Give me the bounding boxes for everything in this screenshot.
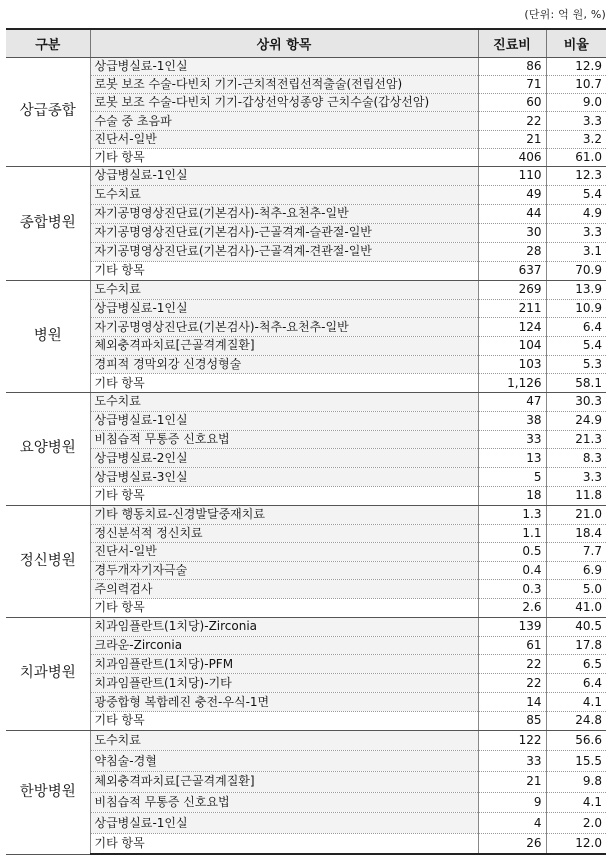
ratio-cell: 61.0 <box>546 148 606 166</box>
ratio-cell: 56.6 <box>546 730 606 751</box>
item-cell: 자기공명영상진단료(기본검사)-근골격계-견관절-일반 <box>90 242 478 261</box>
header-cost: 진료비 <box>478 29 546 58</box>
ratio-cell: 12.3 <box>546 166 606 185</box>
cost-cell: 269 <box>478 280 546 299</box>
cost-cell: 49 <box>478 185 546 204</box>
table-row <box>6 185 606 204</box>
item-cell: 자기공명영상진단료(기본검사)-근골격계-슬관절-일반 <box>90 223 478 242</box>
item-cell: 치과임플란트(1치당)-PFM <box>90 655 478 674</box>
table-row <box>6 449 606 468</box>
table-row <box>6 374 606 393</box>
table-row <box>6 148 606 166</box>
ratio-cell: 12.0 <box>546 834 606 855</box>
ratio-cell: 3.1 <box>546 242 606 261</box>
table-row <box>6 204 606 223</box>
cost-cell: 4 <box>478 813 546 834</box>
item-cell: 약침술-경혈 <box>90 751 478 772</box>
ratio-cell: 4.9 <box>546 204 606 223</box>
cost-cell: 211 <box>478 299 546 318</box>
ratio-cell: 21.0 <box>546 505 606 524</box>
item-cell: 상급병실료-1인실 <box>90 58 478 76</box>
cost-cell: 21 <box>478 772 546 793</box>
table-row <box>6 813 606 834</box>
cost-cell: 139 <box>478 617 546 636</box>
cost-cell: 18 <box>478 487 546 506</box>
table-row <box>6 487 606 506</box>
ratio-cell: 4.1 <box>546 693 606 712</box>
item-cell: 상급병실료-1인실 <box>90 166 478 185</box>
header-category: 구분 <box>6 29 90 58</box>
cost-cell: 124 <box>478 318 546 337</box>
category-cell: 치과병원 <box>6 617 90 730</box>
table-row <box>6 505 606 524</box>
cost-cell: 47 <box>478 392 546 411</box>
cost-cell: 38 <box>478 411 546 430</box>
cost-cell: 33 <box>478 751 546 772</box>
item-cell: 상급병실료-3인실 <box>90 468 478 487</box>
table-row <box>6 280 606 299</box>
cost-cell: 28 <box>478 242 546 261</box>
item-cell: 기타 항목 <box>90 487 478 506</box>
item-cell: 광중합형 복합레진 충전-우식-1면 <box>90 693 478 712</box>
table-row <box>6 411 606 430</box>
cost-cell: 5 <box>478 468 546 487</box>
item-cell: 기타 항목 <box>90 711 478 730</box>
category-cell: 요양병원 <box>6 392 90 505</box>
ratio-cell: 5.0 <box>546 580 606 599</box>
ratio-cell: 6.4 <box>546 674 606 693</box>
ratio-cell: 15.5 <box>546 751 606 772</box>
item-cell: 기타 항목 <box>90 148 478 166</box>
table-row <box>6 834 606 855</box>
item-cell: 상급병실료-1인실 <box>90 299 478 318</box>
item-cell: 경피적 경막외강 신경성형술 <box>90 355 478 374</box>
cost-table <box>6 28 606 855</box>
unit-note: (단위: 억 원, %) <box>524 8 606 21</box>
cost-cell: 44 <box>478 204 546 223</box>
table-row <box>6 655 606 674</box>
cost-cell: 22 <box>478 674 546 693</box>
item-cell: 진단서-일반 <box>90 130 478 148</box>
table-row <box>6 524 606 543</box>
cost-cell: 110 <box>478 166 546 185</box>
item-cell: 도수치료 <box>90 280 478 299</box>
item-cell: 도수치료 <box>90 185 478 204</box>
item-cell: 크라운-Zirconia <box>90 636 478 655</box>
item-cell: 경두개자기자극술 <box>90 561 478 580</box>
table-row <box>6 599 606 618</box>
item-cell: 체외충격파치료[근골격계질환] <box>90 772 478 793</box>
table-row <box>6 468 606 487</box>
ratio-cell: 6.5 <box>546 655 606 674</box>
ratio-cell: 9.8 <box>546 772 606 793</box>
item-cell: 자기공명영상진단료(기본검사)-척추-요천추-일반 <box>90 204 478 223</box>
cost-cell: 0.3 <box>478 580 546 599</box>
item-cell: 기타 항목 <box>90 261 478 280</box>
table-row <box>6 242 606 261</box>
ratio-cell: 6.9 <box>546 561 606 580</box>
table-row <box>6 751 606 772</box>
table-row <box>6 772 606 793</box>
item-cell: 수술 중 초음파 <box>90 112 478 130</box>
ratio-cell: 24.9 <box>546 411 606 430</box>
item-cell: 기타 항목 <box>90 834 478 855</box>
item-cell: 비침습적 무통증 신호요법 <box>90 430 478 449</box>
cost-cell: 0.5 <box>478 543 546 562</box>
cost-cell: 60 <box>478 94 546 112</box>
cost-cell: 9 <box>478 792 546 813</box>
header-item: 상위 항목 <box>90 29 478 58</box>
category-cell: 병원 <box>6 280 90 392</box>
cost-cell: 1,126 <box>478 374 546 393</box>
header-ratio: 비율 <box>546 29 606 58</box>
cost-cell: 30 <box>478 223 546 242</box>
cost-cell: 22 <box>478 655 546 674</box>
ratio-cell: 2.0 <box>546 813 606 834</box>
ratio-cell: 13.9 <box>546 280 606 299</box>
ratio-cell: 5.3 <box>546 355 606 374</box>
item-cell: 로봇 보조 수술-다빈치 기기-근치적전립선적출술(전립선암) <box>90 76 478 94</box>
ratio-cell: 10.9 <box>546 299 606 318</box>
item-cell: 도수치료 <box>90 730 478 751</box>
table-row <box>6 223 606 242</box>
table-row <box>6 392 606 411</box>
table-row <box>6 318 606 337</box>
item-cell: 도수치료 <box>90 392 478 411</box>
item-cell: 기타 항목 <box>90 599 478 618</box>
table-row <box>6 299 606 318</box>
ratio-cell: 21.3 <box>546 430 606 449</box>
item-cell: 로봇 보조 수술-다빈치 기기-갑상선악성종양 근치수술(갑상선암) <box>90 94 478 112</box>
item-cell: 진단서-일반 <box>90 543 478 562</box>
cost-cell: 71 <box>478 76 546 94</box>
ratio-cell: 18.4 <box>546 524 606 543</box>
cost-cell: 2.6 <box>478 599 546 618</box>
ratio-cell: 11.8 <box>546 487 606 506</box>
item-cell: 상급병실료-2인실 <box>90 449 478 468</box>
table-row <box>6 130 606 148</box>
cost-cell: 85 <box>478 711 546 730</box>
table-row <box>6 674 606 693</box>
category-cell: 상급종합 <box>6 58 90 167</box>
table-row <box>6 543 606 562</box>
ratio-cell: 5.4 <box>546 185 606 204</box>
table-row <box>6 636 606 655</box>
cost-cell: 1.3 <box>478 505 546 524</box>
item-cell: 기타 행동치료-신경발달중재치료 <box>90 505 478 524</box>
ratio-cell: 70.9 <box>546 261 606 280</box>
cost-cell: 0.4 <box>478 561 546 580</box>
ratio-cell: 41.0 <box>546 599 606 618</box>
table-row <box>6 617 606 636</box>
table-row <box>6 58 606 76</box>
item-cell: 치과임플란트(1치당)-Zirconia <box>90 617 478 636</box>
category-cell: 정신병원 <box>6 505 90 617</box>
ratio-cell: 3.3 <box>546 468 606 487</box>
table-row <box>6 112 606 130</box>
ratio-cell: 3.3 <box>546 223 606 242</box>
table-row <box>6 792 606 813</box>
category-cell: 한방병원 <box>6 730 90 854</box>
ratio-cell: 40.5 <box>546 617 606 636</box>
ratio-cell: 7.7 <box>546 543 606 562</box>
ratio-cell: 8.3 <box>546 449 606 468</box>
table-row <box>6 430 606 449</box>
item-cell: 정신분석적 정신치료 <box>90 524 478 543</box>
ratio-cell: 24.8 <box>546 711 606 730</box>
item-cell: 기타 항목 <box>90 374 478 393</box>
item-cell: 치과임플란트(1치당)-기타 <box>90 674 478 693</box>
cost-cell: 14 <box>478 693 546 712</box>
table-row <box>6 711 606 730</box>
ratio-cell: 58.1 <box>546 374 606 393</box>
table-row <box>6 336 606 355</box>
ratio-cell: 3.2 <box>546 130 606 148</box>
item-cell: 체외충격파치료[근골격계질환] <box>90 336 478 355</box>
header-row <box>6 29 606 58</box>
ratio-cell: 3.3 <box>546 112 606 130</box>
item-cell: 비침습적 무통증 신호요법 <box>90 792 478 813</box>
ratio-cell: 17.8 <box>546 636 606 655</box>
table-body <box>6 58 606 855</box>
item-cell: 상급병실료-1인실 <box>90 813 478 834</box>
ratio-cell: 6.4 <box>546 318 606 337</box>
cost-cell: 26 <box>478 834 546 855</box>
item-cell: 자기공명영상진단료(기본검사)-척추-요천추-일반 <box>90 318 478 337</box>
ratio-cell: 12.9 <box>546 58 606 76</box>
cost-cell: 33 <box>478 430 546 449</box>
ratio-cell: 9.0 <box>546 94 606 112</box>
cost-cell: 21 <box>478 130 546 148</box>
cost-cell: 122 <box>478 730 546 751</box>
cost-cell: 103 <box>478 355 546 374</box>
table-row <box>6 166 606 185</box>
cost-cell: 406 <box>478 148 546 166</box>
table-row <box>6 94 606 112</box>
ratio-cell: 4.1 <box>546 792 606 813</box>
ratio-cell: 5.4 <box>546 336 606 355</box>
cost-cell: 1.1 <box>478 524 546 543</box>
ratio-cell: 10.7 <box>546 76 606 94</box>
category-cell: 종합병원 <box>6 166 90 280</box>
cost-cell: 86 <box>478 58 546 76</box>
table-row <box>6 261 606 280</box>
table-row <box>6 693 606 712</box>
table-row <box>6 561 606 580</box>
table-row <box>6 730 606 751</box>
table-row <box>6 580 606 599</box>
cost-cell: 13 <box>478 449 546 468</box>
item-cell: 상급병실료-1인실 <box>90 411 478 430</box>
cost-cell: 104 <box>478 336 546 355</box>
ratio-cell: 30.3 <box>546 392 606 411</box>
table-row <box>6 76 606 94</box>
item-cell: 주의력검사 <box>90 580 478 599</box>
cost-cell: 22 <box>478 112 546 130</box>
cost-cell: 61 <box>478 636 546 655</box>
table-row <box>6 355 606 374</box>
cost-cell: 637 <box>478 261 546 280</box>
